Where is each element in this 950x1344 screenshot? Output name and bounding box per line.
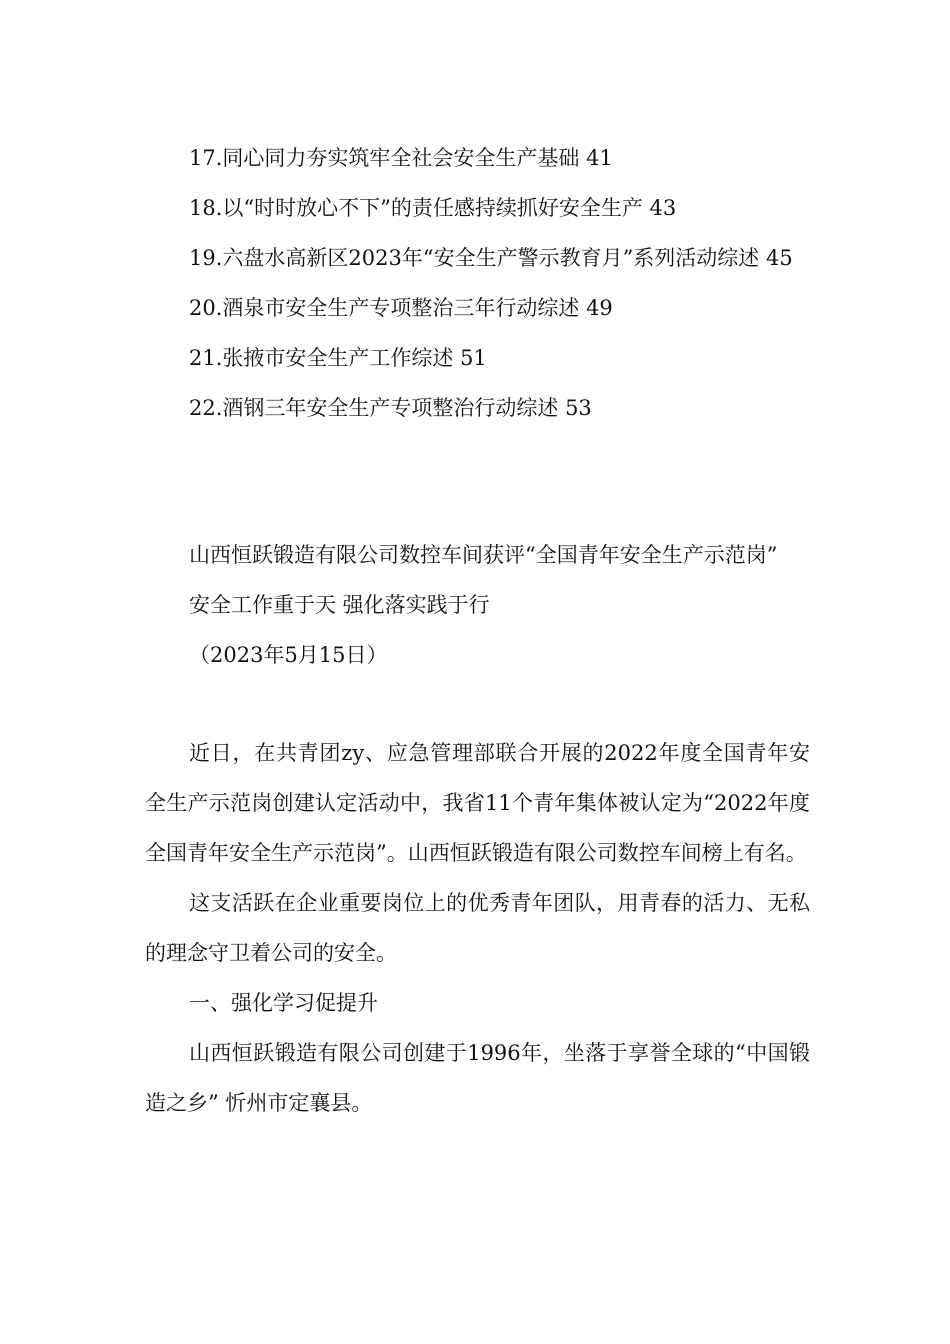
- article-paragraph: 近日，在共青团zy、应急管理部联合开展的2022年度全国青年安全生产示范岗创建认定活动中，我省11个青年集体被认定为“2022年度全国青年安全生产示范岗”。山西恒跃锻造有限公司数控车间榜上有名。: [145, 741, 810, 865]
- article-body: [145, 530, 810, 1128]
- section-heading: 一、强化学习促提升: [189, 991, 378, 1015]
- toc-entry: 21.张掖市安全生产工作综述 51: [189, 346, 487, 370]
- toc-entry: 20.酒泉市安全生产专项整治三年行动综述 49: [189, 296, 613, 320]
- table-of-contents: [145, 133, 810, 433]
- toc-entry: 22.酒钢三年安全生产专项整治行动综述 53: [189, 396, 592, 420]
- article-date: （2023年5月15日）: [189, 643, 388, 667]
- toc-entry: 18.以“时时放心不下”的责任感持续抓好安全生产 43: [189, 196, 677, 220]
- blank-line: [145, 680, 810, 728]
- article-paragraph: 山西恒跃锻造有限公司创建于1996年，坐落于享誉全球的“中国锻造之乡” 忻州市定襄县。: [145, 1041, 810, 1115]
- toc-entry: 17.同心同力夯实筑牢全社会安全生产基础 41: [189, 146, 613, 170]
- article-headline: 山西恒跃锻造有限公司数控车间获评“全国青年安全生产示范岗”: [189, 543, 778, 567]
- article-paragraph: 这支活跃在企业重要岗位上的优秀青年团队，用青春的活力、无私的理念守卫着公司的安全。: [145, 891, 810, 965]
- toc-entry: 19.六盘水高新区2023年“安全生产警示教育月”系列活动综述 45: [189, 246, 793, 270]
- article-subtitle: 安全工作重于天 强化落实践于行: [189, 593, 490, 617]
